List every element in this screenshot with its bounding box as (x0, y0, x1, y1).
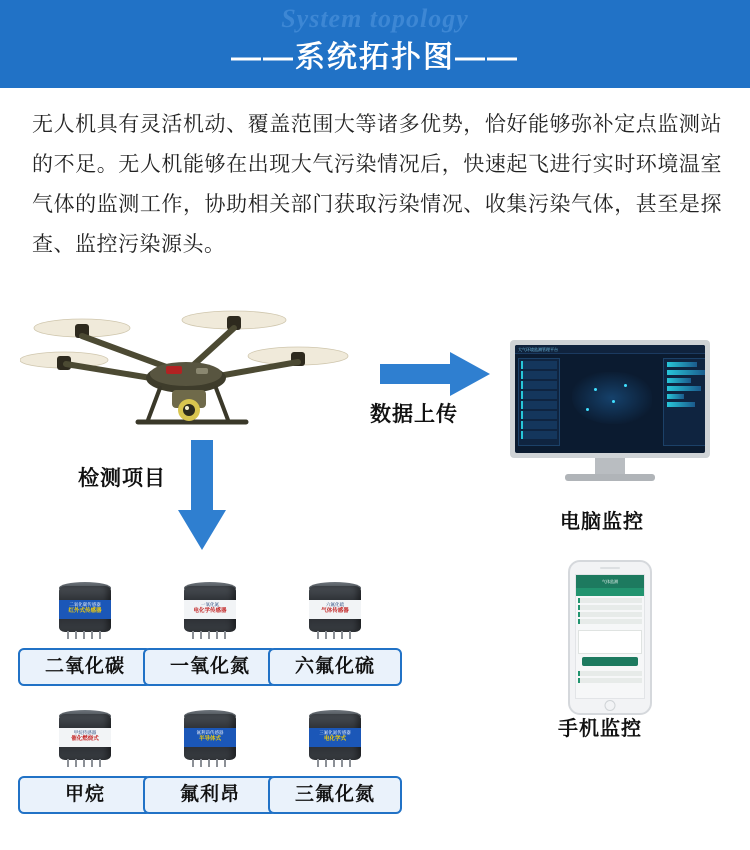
monitor-stand-base (565, 474, 655, 481)
sensor-item (143, 706, 277, 814)
sensor-item (18, 578, 152, 686)
label-pc-monitoring: 电脑监控 (560, 511, 644, 533)
dashboard-right-panel (663, 358, 705, 446)
label-phone-monitoring: 手机监控 (558, 718, 642, 740)
sensor-label-chip: 六氟化硫 (268, 648, 402, 686)
sensor-item (18, 706, 152, 814)
page-title: ——系统拓扑图—— (231, 41, 519, 74)
phone-data-list (576, 596, 644, 628)
phone-action-button[interactable] (582, 657, 638, 666)
phone-chart-block (578, 630, 642, 654)
sensor-band-line2: 气体传感器 (321, 608, 349, 614)
sensor-label-chip: 氟利昂 (143, 776, 277, 814)
phone-home-button[interactable] (605, 700, 616, 711)
dashboard-title: 大气环境监测管理平台 (515, 345, 705, 354)
sensor-label-chip: 三氟化氮 (268, 776, 402, 814)
monitor-screen (510, 340, 710, 458)
label-data-upload: 数据上传 (370, 403, 458, 426)
sensor-band-line2: 红外式传感器 (68, 608, 102, 614)
sensor-label-chip: 甲烷 (18, 776, 152, 814)
sensor-icon (53, 706, 117, 768)
sensor-band-line1: 六氟化硫 (326, 602, 344, 607)
sensor-item (268, 578, 402, 686)
sensor-icon (178, 578, 242, 640)
sensor-band (309, 728, 361, 747)
dashboard-left-panel (518, 358, 560, 446)
sensor-band (184, 728, 236, 747)
mobile-phone (568, 560, 652, 715)
pc-monitor (510, 340, 710, 490)
sensor-band-line1: 二氧化碳传感器 (69, 602, 101, 607)
arrow-upload (380, 352, 490, 396)
arrow-detect (178, 440, 226, 550)
phone-speaker (600, 567, 620, 569)
sensor-band-line1: 甲烷传感器 (73, 730, 97, 735)
sensor-label-chip: 二氧化碳 (18, 648, 152, 686)
sensor-band-line2: 催化燃烧式 (71, 736, 99, 742)
phone-screen (575, 574, 645, 699)
phone-footer-list (576, 669, 644, 687)
sensor-icon (303, 706, 367, 768)
sensor-band-line1: 一氧化氮 (201, 602, 219, 607)
sensor-band (59, 600, 111, 619)
dashboard-map (564, 358, 659, 446)
sensor-band (59, 728, 111, 747)
phone-app-title: 气体监测 (576, 575, 644, 588)
phone-tab-bar (576, 588, 644, 596)
label-detect-items: 检测项目 (78, 467, 166, 490)
sensor-band-line1: 三氟化氮传感器 (319, 730, 351, 735)
sensor-band-line1: 氟利昂传感器 (196, 730, 224, 735)
sensor-band-line2: 电化学式 (323, 736, 346, 742)
monitor-dashboard (515, 345, 705, 453)
drone-icon (20, 300, 360, 450)
page-header (0, 0, 750, 88)
header-ghost-title: System topology (281, 4, 469, 33)
sensor-band (184, 600, 236, 619)
sensor-label-chip: 一氧化氮 (143, 648, 277, 686)
sensor-item (268, 706, 402, 814)
sensor-band-line2: 电化学传感器 (193, 608, 227, 614)
sensor-band-line2: 半导体式 (198, 736, 221, 742)
sensor-icon (303, 578, 367, 640)
sensor-item (143, 578, 277, 686)
drone-illustration (20, 300, 360, 450)
sensor-icon (53, 578, 117, 640)
sensor-band (309, 600, 361, 619)
monitor-stand-neck (595, 458, 625, 474)
sensor-icon (178, 706, 242, 768)
intro-paragraph: 无人机具有灵活机动、覆盖范围大等诸多优势，恰好能够弥补定点监测站的不足。无人机能够在出现大气污染情况后，快速起飞进行实时环境温室气体的监测工作，协助相关部门获取污染情况、收集污染气体，甚至是探查、监控污染源头。 (32, 113, 722, 256)
